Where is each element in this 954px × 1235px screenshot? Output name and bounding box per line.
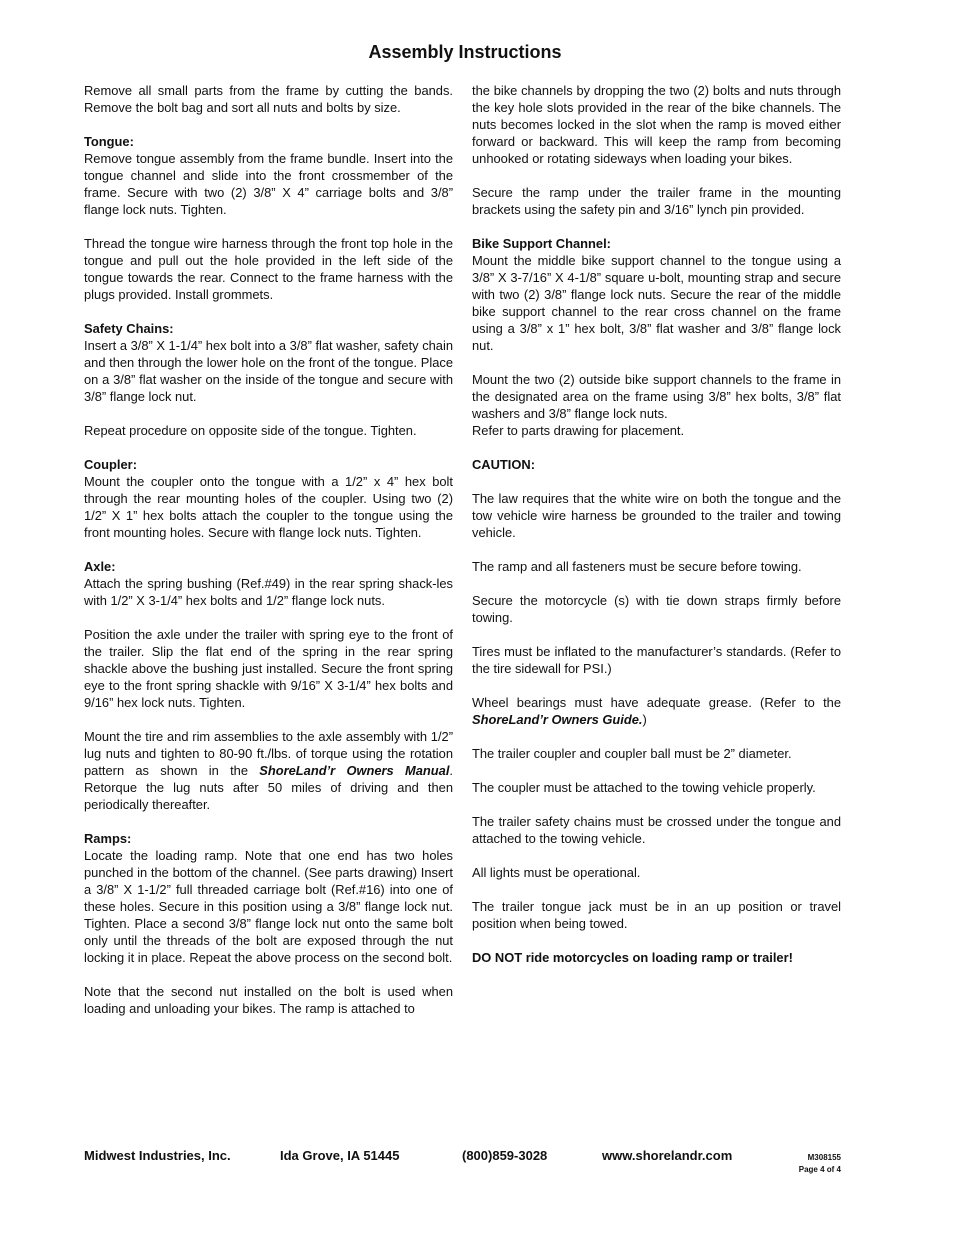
outside-channels-paragraph (472, 371, 841, 439)
footer-company: Midwest Industries, Inc. (84, 1148, 231, 1163)
coupler-text: Mount the coupler onto the tongue with a 1/2” x 4” hex bolt through the rear mounting holes of the coupler. Using two (2) 1/2” X 1” hex bolts attach the coupler to the tongue using the front mounting holes. Secure with flange lock nuts. Tighten. (84, 474, 453, 540)
owners-guide-reference: ShoreLand’r Owners Guide. (472, 712, 643, 727)
axle-text: Attach the spring bushing (Ref.#49) in the rear spring shack-les with 1/2” X 3-1/4” hex bolts and 1/2” flange lock nuts. (84, 576, 453, 608)
document-code: M308155 (807, 1153, 841, 1162)
ramps-section (84, 830, 453, 966)
intro-paragraph: Remove all small parts from the frame by cutting the bands. Remove the bolt bag and sort all nuts and bolts by size. (84, 83, 453, 115)
safety-chains-heading: Safety Chains: (84, 321, 174, 336)
footer-city: Ida Grove, IA 51445 (280, 1148, 400, 1163)
left-column (84, 82, 453, 1034)
parts-drawing-reference: Refer to parts drawing for placement. (472, 423, 685, 438)
tire-mount-text-b: . Retorque the lug nuts after 50 miles of driving and then periodically thereafter. (84, 763, 453, 812)
page-number: Page 4 of 4 (798, 1165, 841, 1174)
bike-support-text: Mount the middle bike support channel to the tongue using a 3/8” X 3-7/16” X 4-1/8” square u-bolt, mounting strap and secure with two (2) 3/8” flange lock nuts. Secure the rear of the middle bike support channel to the rear cross channel on the frame using a 3/8” x 1” hex bolt, 3/8” flat washer and 3/8” flange lock nut. (472, 253, 841, 353)
outside-channels-text: Mount the two (2) outside bike support channels to the frame in the designated area on the frame using 3/8” hex bolts, 3/8” flat washers and 3/8” flange lock nuts. (472, 372, 841, 421)
bearings-text-b: ) (642, 712, 647, 727)
tongue-heading: Tongue: (84, 134, 134, 149)
tongue-section (84, 133, 453, 218)
caution-item: All lights must be operational. (472, 865, 641, 880)
owners-manual-reference: ShoreLand’r Owners Manual (259, 763, 450, 778)
ramps-note-paragraph: Note that the second nut installed on the bolt is used when loading and unloading your bikes. The ramp is attached to (84, 984, 453, 1016)
ramps-secure-paragraph: Secure the ramp under the trailer frame in the mounting brackets using the safety pin and 3/16” lynch pin provided. (472, 185, 841, 217)
ramps-heading: Ramps: (84, 831, 132, 846)
footer-website: www.shorelandr.com (602, 1148, 733, 1163)
warning-text: DO NOT ride motorcycles on loading ramp or trailer! (472, 950, 793, 965)
safety-chains-section (84, 320, 453, 405)
caution-item: The law requires that the white wire on both the tongue and the tow vehicle wire harness be grounded to the trailer and towing vehicle. (472, 491, 841, 540)
coupler-heading: Coupler: (84, 457, 137, 472)
caution-item: The ramp and all fasteners must be secure before towing. (472, 559, 802, 574)
tire-mount-paragraph (84, 728, 453, 813)
tongue-harness-paragraph: Thread the tongue wire harness through the front top hole in the tongue and pull out the hole provided in the left side of the tongue towards the rear. Connect to the frame harness with the plugs provided. Install grommets. (84, 236, 453, 302)
caution-item: The coupler must be attached to the towing vehicle properly. (472, 780, 816, 795)
footer-phone: (800)859-3028 (462, 1148, 548, 1163)
caution-item: The trailer coupler and coupler ball must be 2” diameter. (472, 746, 792, 761)
caution-item: Secure the motorcycle (s) with tie down straps firmly before towing. (472, 593, 841, 625)
axle-position-paragraph: Position the axle under the trailer with spring eye to the front of the trailer. Slip the flat end of the spring in the rear spring shackle above the bushing just installed. Secure the front spring eye to the front spring shackle with 9/16” X 3-1/4” hex bolts and 9/16” hex lock nuts. Tighten. (84, 627, 453, 710)
ramps-text: Locate the loading ramp. Note that one end has two holes punched in the bottom of the channel. (See parts drawing) Insert a 3/8” X 1-1/2” full threaded carriage bolt (Ref.#16) into one of these holes. Secure in this position using a 3/8” flange lock nut. Tighten. Place a second 3/8” flange lock nut onto the same bolt only until the threads of the bolt are exposed through the nut locking it in place. Repeat the above process on the second bolt. (84, 848, 453, 965)
caution-item (472, 694, 841, 728)
caution-heading: CAUTION: (472, 457, 536, 472)
tire-mount-text-a: Mount the tire and rim assemblies to the axle assembly with 1/2” lug nuts and tighten to 80-90 ft./lbs. of torque using the rotation pattern as shown in the (84, 729, 453, 778)
tongue-text: Remove tongue assembly from the frame bundle. Insert into the tongue channel and slide into the front crossmember of the frame. Secure with two (2) 3/8” X 4” carriage bolts and 3/8” flange lock nuts. Tighten. (84, 151, 453, 217)
ramps-continued-paragraph: the bike channels by dropping the two (2) bolts and nuts through the key hole slots provided in the rear of the bike channels. The nuts becomes locked in the slot when the ramp is moved either forward or backward. This will keep the ramp from becoming unhooked or rotating sideways when loading your bikes. (472, 83, 841, 166)
footer-document-info (765, 1152, 841, 1176)
right-column (472, 82, 841, 983)
caution-item: The trailer safety chains must be crossed under the tongue and attached to the towing vehicle. (472, 814, 841, 846)
page-title: Assembly Instructions (368, 42, 562, 62)
bike-support-heading: Bike Support Channel: (472, 236, 611, 251)
coupler-section (84, 456, 453, 541)
caution-item: The trailer tongue jack must be in an up position or travel position when being towed. (472, 899, 841, 931)
safety-chains-text: Insert a 3/8” X 1-1/4” hex bolt into a 3/8” flat washer, safety chain and then through the lower hole on the front of the tongue. Place on a 3/8” flat washer on the inside of the tongue and secure with 3/8” flange lock nut. (84, 338, 454, 404)
safety-repeat-paragraph: Repeat procedure on opposite side of the tongue. Tighten. (84, 423, 417, 438)
bike-support-section (472, 235, 841, 354)
axle-heading: Axle: (84, 559, 116, 574)
axle-section (84, 558, 453, 609)
bearings-text-a: Wheel bearings must have adequate grease. (Refer to the (472, 695, 841, 710)
caution-item: Tires must be inflated to the manufacturer’s standards. (Refer to the tire sidewall for PSI.) (472, 644, 841, 676)
